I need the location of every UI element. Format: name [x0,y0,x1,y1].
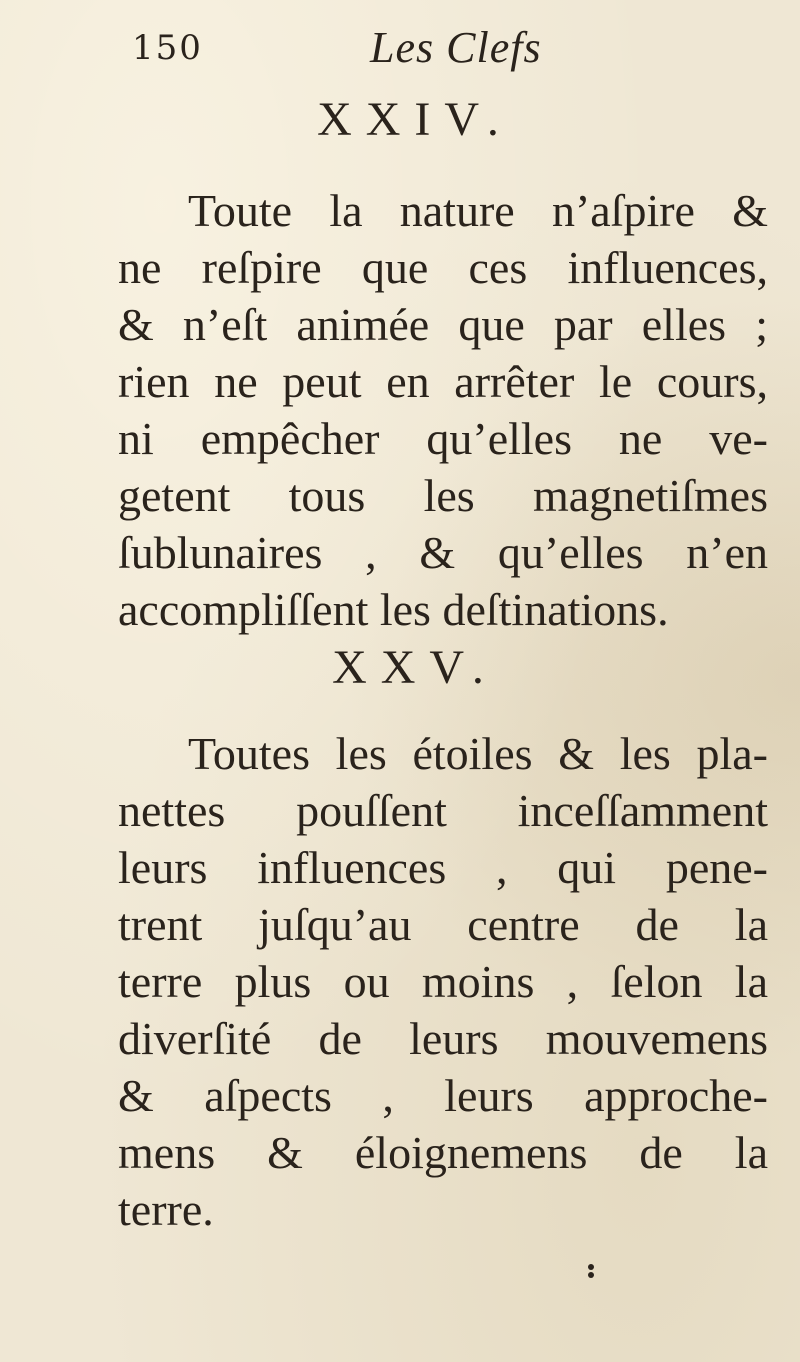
running-head: Les Clefs [370,23,542,72]
text-line: mens & éloignemens de la [118,1127,768,1178]
text-line: diverſité de leurs mouvemens [118,1013,768,1064]
text-line: Toutes les étoiles & les pla- [188,728,768,779]
paragraph-xxv [118,725,768,1238]
section-title-xxiv: XXIV. [317,93,513,146]
section-title-xxv: XXV. [332,641,498,694]
text-line: trent juſqu’au centre de la [118,899,768,950]
text-line: ſublunaires , & qu’elles n’en [118,527,768,578]
text-line: getent tous les magnetiſmes [118,470,768,521]
text-line: accompliſſent les deſtinations. [118,584,669,635]
text-line: & aſpects , leurs approche- [118,1070,768,1121]
text-line: ne reſpire que ces influences, [118,242,768,293]
text-line: Toute la nature n’aſpire & [188,185,768,236]
text-line: terre. [118,1184,214,1235]
text-line: & n’eſt animée que par elles ; [118,299,768,350]
text-line: ni empêcher qu’elles ne ve- [118,413,768,464]
paragraph-xxiv [118,182,768,638]
text-line: leurs influences , qui pene- [118,842,768,893]
text-line: nettes pouſſent inceſſamment [118,785,768,836]
text-line: terre plus ou moins , ſelon la [118,956,768,1007]
text-line: rien ne peut en arrêter le cours, [118,356,768,407]
page-header [0,22,800,82]
ink-mark [585,1262,597,1284]
page-number: 150 [132,28,203,68]
